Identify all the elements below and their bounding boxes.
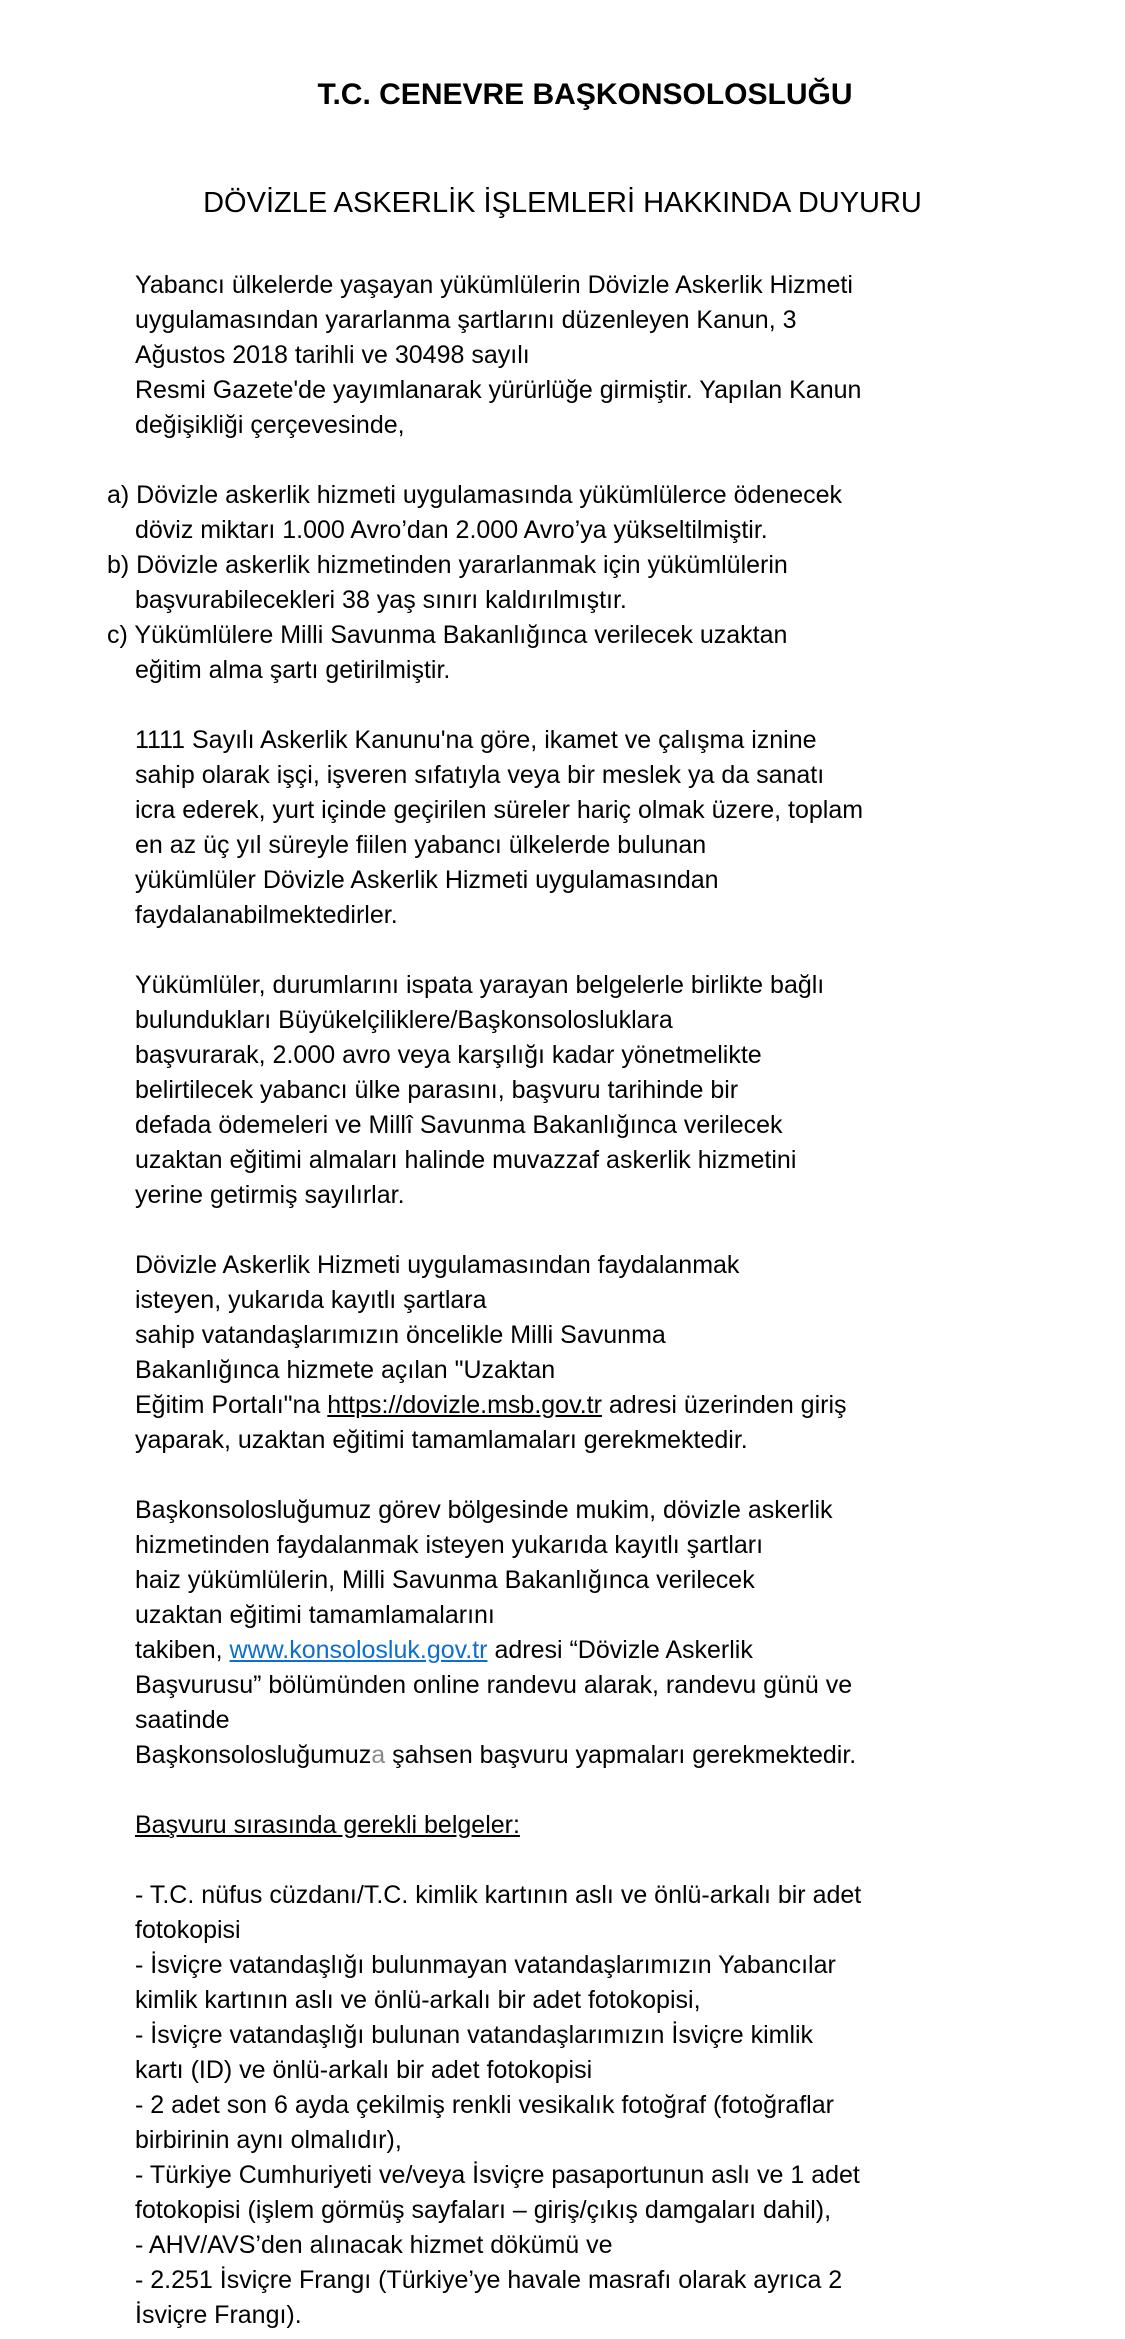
eligibility-paragraph: 1111 Sayılı Askerlik Kanunu'na göre, ikamet ve çalışma iznine sahip olarak işçi, işveren sıfatıyla veya bir meslek ya da sanatı icra ederek, yurt içinde geçirilen süreler hariç olmak üzere, toplam en az üç yıl süreyle fiilen yabancı ülkelerde bulunan yükümlüler Dövizle Askerlik Hizmeti uygulamasından faydalanabilmektedirler. <box>135 726 864 929</box>
konsolosluk-link[interactable]: www.konsolosluk.gov.tr <box>229 1636 488 1664</box>
required-docs-heading: Başvuru sırasında gerekli belgeler: <box>135 1811 520 1839</box>
required-docs-list: - T.C. nüfus cüzdanı/T.C. kimlik kartının aslı ve önlü-arkalı bir adet fotokopisi - İsviçre vatandaşlığı bulunmayan vatandaşlarımızın Yabancılar kimlik kartının aslı ve önlü-arkalı bir adet fotokopisi, - İsviçre vatandaşlığı bulunan vatandaşlarımızın İsviçre kimlik kartı (ID) ve önlü-arkalı bir adet fotokopisi - 2 adet son 6 ayda çekilmiş renkli vesikalık fotoğraf (fotoğraflar birbirinin aynı olmalıdır), - Türkiye Cumhuriyeti ve/veya İsviçre pasaportunun aslı ve 1 adet fotokopisi (işlem görmüş sayfaları – giriş/çıkış damgaları dahil), - AHV/AVS’den alınacak hizmet dökümü ve - 2.251 İsviçre Frangı (Türkiye’ye havale masrafı olarak ayrıca 2 İsviçre Frangı). <box>135 1881 862 2329</box>
portal-link-line-suffix: adresi üzerinden giriş <box>601 1391 847 1419</box>
application-paragraph-lines: Başkonsolosluğumuz görev bölgesinde mukim, dövizle askerlik hizmetinden faydalanmak isteyen yukarıda kayıtlı şartları haiz yükümlülerin, Milli Savunma Bakanlığınca verilecek uzaktan eğitimi tamamlamalarını <box>135 1496 833 1629</box>
application-link-line-prefix: takiben, <box>135 1636 230 1664</box>
portal-paragraph <box>135 1248 1035 1458</box>
application-paragraph <box>135 1493 1035 1773</box>
document-subtitle: DÖVİZLE ASKERLİK İŞLEMLERİ HAKKINDA DUYURU <box>203 187 922 219</box>
portal-link-line-prefix: Eğitim Portalı"na <box>135 1391 328 1419</box>
application-final-line-gray-char: a <box>371 1741 386 1769</box>
application-final-line-main: Başkonsolosluğumuz <box>135 1741 372 1769</box>
amendment-item-c: c) Yükümlülere Milli Savunma Bakanlığınca verilecek uzaktan eğitim alma şartı getirilmiştir. <box>107 621 788 684</box>
application-link-line-suffix: adresi “Dövizle Askerlik <box>487 1636 753 1664</box>
intro-paragraph: Yabancı ülkelerde yaşayan yükümlülerin Dövizle Askerlik Hizmeti uygulamasından yararlanma şartlarını düzenleyen Kanun, 3 Ağustos 2018 tarihli ve 30498 sayılı Resmi Gazete'de yayımlanarak yürürlüğe girmiştir. Yapılan Kanun değişikliği çerçevesinde, <box>135 271 862 439</box>
amendment-item-b: b) Dövizle askerlik hizmetinden yararlanmak için yükümlülerin başvurabilecekleri 38 yaş sınırı kaldırılmıştır. <box>107 551 788 614</box>
application-final-line-rest: şahsen başvuru yapmaları gerekmektedir. <box>385 1741 857 1769</box>
portal-paragraph-lines: Dövizle Askerlik Hizmeti uygulamasından faydalanmak isteyen, yukarıda kayıtlı şartlara sahip vatandaşlarımızın öncelikle Milli Savunma Bakanlığınca hizmete açılan "Uzaktan <box>135 1251 740 1384</box>
dovizle-msb-link[interactable]: https://dovizle.msb.gov.tr <box>327 1391 602 1419</box>
payment-paragraph: Yükümlüler, durumlarını ispata yarayan belgelerle birlikte bağlı bulundukları Büyükelçiliklere/Başkonsolosluklara başvurarak, 2.000 avro veya karşılığı kadar yönetmelikte belirtilecek yabancı ülke parasını, başvuru tarihinde bir defada ödemeleri ve Millî Savunma Bakanlığınca verilecek uzaktan eğitimi almaları halinde muvazzaf askerlik hizmetini yerine getirmiş sayılırlar. <box>135 971 825 1209</box>
amendments-list <box>107 478 1035 688</box>
application-line-saatinde: saatinde <box>135 1706 230 1734</box>
amendment-item-a: a) Dövizle askerlik hizmeti uygulamasında yükümlülerce ödenecek döviz miktarı 1.000 Avro’dan 2.000 Avro’ya yükseltilmiştir. <box>107 481 843 544</box>
portal-last-line: yaparak, uzaktan eğitimi tamamlamaları gerekmektedir. <box>135 1426 748 1454</box>
application-line-randevu: Başvurusu” bölümünden online randevu alarak, randevu günü ve <box>135 1671 853 1699</box>
document-title: T.C. CENEVRE BAŞKONSOLOSLUĞU <box>317 78 853 111</box>
